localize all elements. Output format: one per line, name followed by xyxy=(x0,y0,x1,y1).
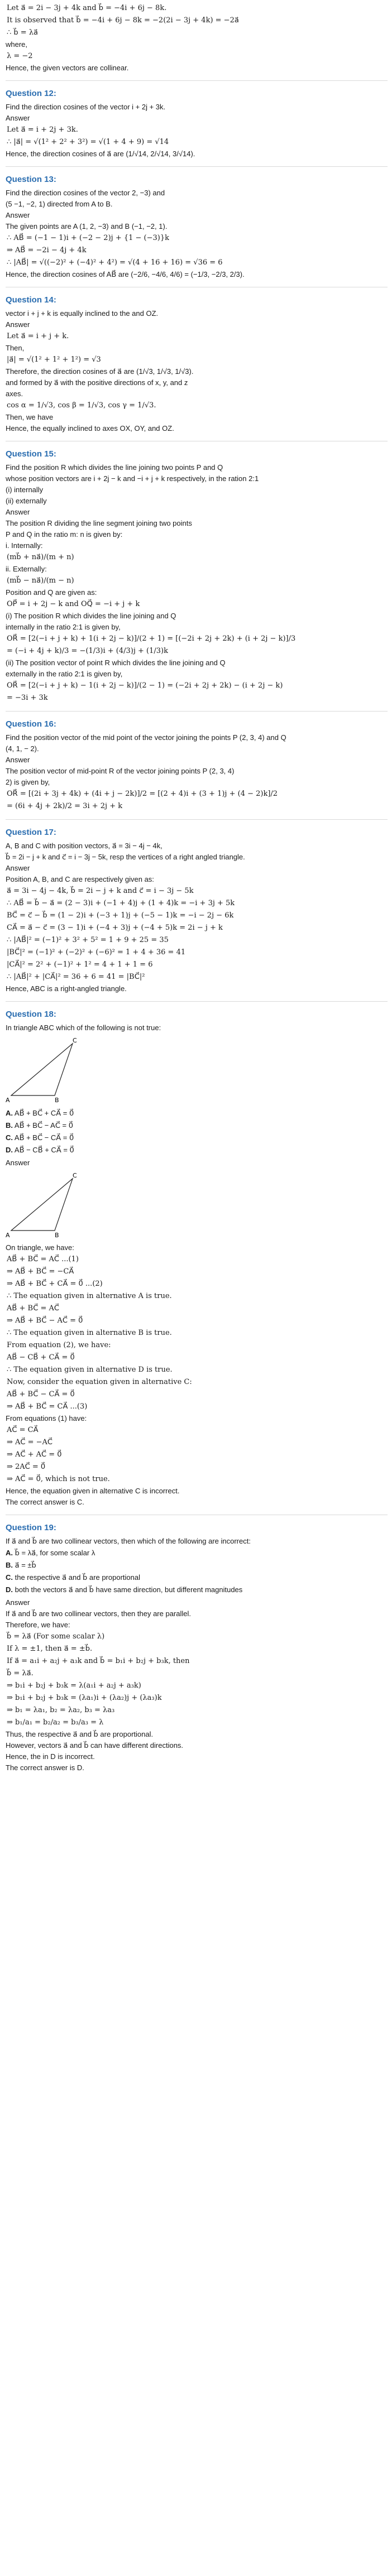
text-line: Then, we have xyxy=(6,413,54,421)
section-q19 xyxy=(6,1523,388,1774)
question-title: Question 17: xyxy=(6,828,56,837)
option-key: D. xyxy=(6,1585,13,1594)
text-line: ⇒ AB⃗ = −2i − 4j + 4k xyxy=(7,246,87,254)
option-key: C. xyxy=(6,1573,13,1582)
text-line: b⃗ = λa⃗ (For some scalar λ) xyxy=(7,1632,105,1641)
option-text: the respective a⃗ and b⃗ are proportional xyxy=(15,1573,140,1582)
text-line: |BC⃗|² = (−1)² + (−2)² + (−6)² = 1 + 4 + 36 = 41 xyxy=(7,948,186,957)
text-line: ⇒ AB⃗ + BC⃗ + CA⃗ = 0⃗ ...(2) xyxy=(7,1280,103,1288)
text-line: internally in the ratio 2:1 is given by, xyxy=(6,623,121,631)
text-line: and formed by a⃗ with the positive directions of x, y, and z xyxy=(6,378,188,387)
question-title: Question 16: xyxy=(6,719,56,729)
text-line: The given points are A (1, 2, −3) and B (−1, −2, 1). xyxy=(6,222,168,230)
option-text: both the vectors a⃗ and b⃗ have same direction, but different magnitudes xyxy=(15,1585,243,1594)
text-line: vector i + j + k is equally inclined to the and OZ. xyxy=(6,309,159,318)
answer-label: Answer xyxy=(6,1598,30,1607)
option-item xyxy=(6,1107,388,1119)
text-line: (ii) externally xyxy=(6,497,47,505)
text-line: Now, consider the equation given in alternative C: xyxy=(7,1378,192,1386)
text-line: Answer xyxy=(6,114,30,122)
text-line: It is observed that b⃗ = −4i + 6j − 8k = −2(2i − 3j + 4k) = −2a⃗ xyxy=(7,16,239,25)
text-line: cos α = 1/√3, cos β = 1/√3, cos γ = 1/√3. xyxy=(7,401,156,410)
text-line: = −3i + 3k xyxy=(7,694,48,702)
question-title: Question 14: xyxy=(6,295,56,305)
text-line: Find the position R which divides the line joining two points P and Q xyxy=(6,463,223,472)
text-line: P and Q in the ratio m: n is given by: xyxy=(6,530,123,539)
vertex-label-a: A xyxy=(6,1097,10,1104)
text-line: ⇒ AB⃗ + BC⃗ = CA⃗ ...(3) xyxy=(7,1402,88,1411)
question-title: Question 19: xyxy=(6,1523,56,1532)
option-text: AB⃗ − CB⃗ + CA⃗ = 0⃗ xyxy=(14,1146,74,1154)
option-key: A. xyxy=(6,1549,13,1557)
option-item xyxy=(6,1144,388,1156)
text-line: Hence, the given vectors are collinear. xyxy=(6,64,129,72)
section-q14 xyxy=(6,295,388,434)
text-line: Let a⃗ = 2i − 3j + 4k and b⃗ = −4i + 6j − 8k. xyxy=(7,4,167,12)
text-line: axes. xyxy=(6,390,23,398)
text-line: The correct answer is C. xyxy=(6,1498,84,1506)
text-line: Answer xyxy=(6,756,30,764)
text-line: = (−i + 4j + k)/3 = −(1/3)i + (4/3)j + (1/3)k xyxy=(7,647,168,655)
text-line: 2) is given by, xyxy=(6,778,50,786)
text-line: (4, 1, − 2). xyxy=(6,744,39,753)
text-line: Let a⃗ = i + j + k. xyxy=(7,332,69,340)
text-line: |CA⃗|² = 2² + (−1)² + 1² = 4 + 1 + 1 = 6 xyxy=(7,960,153,969)
answer-label: Answer xyxy=(6,1159,30,1167)
option-item xyxy=(6,1547,388,1559)
section-q11-end xyxy=(6,2,388,74)
section-divider xyxy=(6,80,388,81)
text-line: From equations (1) have: xyxy=(6,1414,87,1422)
text-line: BC⃗ = c⃗ − b⃗ = (1 − 2)i + (−3 + 1)j + (−5 − 1)k = −i − 2j − 6k xyxy=(7,911,234,920)
question-text: In triangle ABC which of the following is not true: xyxy=(6,1023,161,1032)
section-q15 xyxy=(6,449,388,704)
text-line: whose position vectors are i + 2j − k and −i + j + k respectively, in the ration 2:1 xyxy=(6,474,259,483)
text-line: ∴ AB⃗ = b⃗ − a⃗ = (2 − 3)i + (−1 + 4)j + (1 + 4)k = −i + 3j + 5k xyxy=(7,899,235,907)
option-key: B. xyxy=(6,1561,13,1569)
text-line: (mb⃗ − na⃗)/(m − n) xyxy=(7,576,74,585)
text-line: Let a⃗ = i + 2j + 3k. xyxy=(7,126,78,134)
option-text: a⃗ = ±b⃗ xyxy=(15,1561,36,1569)
text-line: ⇒ b₁i + b₂j + b₃k = λ(a₁i + a₂j + a₃k) xyxy=(7,1681,141,1690)
option-item xyxy=(6,1119,388,1132)
text-line: ∴ b⃗ = λa⃗ xyxy=(7,28,39,37)
text-line: ⇒ AC⃗ = 0⃗, which is not true. xyxy=(7,1475,110,1483)
section-q18 xyxy=(6,1010,388,1508)
section-q17 xyxy=(6,828,388,994)
section-divider xyxy=(6,711,388,712)
vertex-label-a: A xyxy=(6,1232,10,1239)
text-line: b⃗ = λa⃗. xyxy=(7,1669,34,1678)
text-line: ∴ AB⃗ = (−1 − 1)i + (−2 − 2)j + {1 − (−3)}k xyxy=(7,234,169,242)
text-line: CA⃗ = a⃗ − c⃗ = (3 − 1)i + (−4 + 3)j + (−4 + 5)k = 2i − j + k xyxy=(7,924,223,932)
text-line: OP⃗ = i + 2j − k and OQ⃗ = −i + j + k xyxy=(7,600,140,608)
text-line: AB⃗ + BC⃗ = AC⃗ ...(1) xyxy=(7,1255,79,1263)
text-line: However, vectors a⃗ and b⃗ can have different directions. xyxy=(6,1741,184,1750)
text-line: Therefore, we have: xyxy=(6,1621,70,1629)
triangle-abc-figure xyxy=(6,1172,78,1239)
vertex-label-c: C xyxy=(73,1037,77,1044)
question-title: Question 12: xyxy=(6,89,56,98)
option-text: AB⃗ + BC⃗ + CA⃗ = 0⃗ xyxy=(14,1109,74,1117)
text-line: ⇒ AB⃗ + BC⃗ − AC⃗ = 0⃗ xyxy=(7,1316,83,1325)
text-line: OR⃗ = [2(−i + j + k) − 1(i + 2j − k)]/(2 − 1) = (−2i + 2j + 2k) − (i + 2j − k) xyxy=(7,681,283,690)
text-line: A, B and C with position vectors, a⃗ = 3i − 4j − 4k, xyxy=(6,842,162,850)
text-line: From equation (2), we have: xyxy=(7,1341,111,1349)
question-title: Question 13: xyxy=(6,175,56,184)
triangle-abc-figure xyxy=(6,1037,78,1104)
vertex-label-b: B xyxy=(55,1232,59,1239)
text-line: Position A, B, and C are respectively given as: xyxy=(6,875,154,883)
text-line: Therefore, the direction cosines of a⃗ are (1/√3, 1/√3, 1/√3). xyxy=(6,367,194,376)
text-line: Find the direction cosines of the vector i + 2j + 3k. xyxy=(6,103,166,111)
text-line: ⇒ b₁i + b₂j + b₃k = (λa₁)i + (λa₂)j + (λa₃)k xyxy=(7,1694,162,1702)
text-line: On triangle, we have: xyxy=(6,1243,74,1252)
document-page xyxy=(0,2,392,2576)
text-line: Find the direction cosines of the vector 2, −3) and xyxy=(6,189,165,197)
option-text: AB⃗ + BC⃗ − AC⃗ = 0⃗ xyxy=(14,1121,73,1130)
vertex-label-b: B xyxy=(55,1097,59,1104)
option-text: b⃗ = λa⃗, for some scalar λ xyxy=(15,1549,95,1557)
text-line: ∴ The equation given in alternative D is true. xyxy=(7,1366,173,1374)
text-line: Answer xyxy=(6,508,30,516)
text-line: where, xyxy=(6,40,28,49)
section-q13 xyxy=(6,175,388,280)
section-divider xyxy=(6,819,388,820)
triangle-outline xyxy=(11,1179,73,1231)
text-line: ∴ |AB⃗| = √((−2)² + (−4)² + 4²) = √(4 + 16 + 16) = √36 = 6 xyxy=(7,258,223,267)
section-divider xyxy=(6,166,388,167)
vertex-label-c: C xyxy=(73,1172,77,1179)
text-line: externally in the ratio 2:1 is given by, xyxy=(6,670,123,678)
question-title: Question 15: xyxy=(6,449,56,459)
text-line: Hence, the equally inclined to axes OX, OY, and OZ. xyxy=(6,424,174,432)
text-line: If a⃗ and b⃗ are two collinear vectors, then they are parallel. xyxy=(6,1609,191,1618)
text-line: Position and Q are given as: xyxy=(6,588,97,597)
text-line: OR⃗ = [2(−i + j + k) + 1(i + 2j − k)]/(2 + 1) = [(−2i + 2j + 2k) + (i + 2j − k)]/3 xyxy=(7,635,296,643)
question-title: Question 18: xyxy=(6,1010,56,1019)
text-line: AB⃗ + BC⃗ = AC⃗ xyxy=(7,1304,59,1313)
text-line: i. Internally: xyxy=(6,541,43,550)
text-line: (ii) The position vector of point R which divides the line joining and Q xyxy=(6,659,226,667)
text-line: ∴ |AB⃗|² = (−1)² + 3² + 5² = 1 + 9 + 25 = 35 xyxy=(7,936,169,944)
text-line: Thus, the respective a⃗ and b⃗ are proportional. xyxy=(6,1730,154,1738)
option-text: AB⃗ + BC⃗ − CA⃗ = 0⃗ xyxy=(14,1133,74,1142)
text-line: Find the position vector of the mid point of the vector joining the points P (2, 3, 4) and Q xyxy=(6,733,286,742)
text-line: The position vector of mid-point R of the vector joining points P (2, 3, 4) xyxy=(6,767,235,775)
section-q16 xyxy=(6,719,388,813)
text-line: ∴ The equation given in alternative B is true. xyxy=(7,1329,172,1337)
text-line: Hence, the direction cosines of a⃗ are (1/√14, 2/√14, 3/√14). xyxy=(6,150,195,158)
text-line: a⃗ = 3i − 4j − 4k, b⃗ = 2i − j + k and c⃗ = i − 3j − 5k xyxy=(7,887,194,895)
section-divider xyxy=(6,1001,388,1002)
triangle-outline xyxy=(11,1044,73,1095)
text-line: Hence, the direction cosines of AB⃗ are (−2/6, −4/6, 4/6) = (−1/3, −2/3, 2/3). xyxy=(6,270,245,278)
text-line: (5 −1, −2, 1) directed from A to B. xyxy=(6,200,113,208)
option-key: C. xyxy=(6,1133,13,1142)
text-line: ⇒ 2AC⃗ = 0⃗ xyxy=(7,1463,46,1471)
text-line: Hence, ABC is a right-angled triangle. xyxy=(6,984,127,993)
option-item xyxy=(6,1571,388,1584)
text-line: ∴ The equation given in alternative A is true. xyxy=(7,1292,172,1300)
text-line: ⇒ b₁ = λa₁, b₂ = λa₂, b₃ = λa₃ xyxy=(7,1706,115,1714)
section-q12 xyxy=(6,89,388,160)
text-line: Then, xyxy=(6,344,25,352)
text-line: Hence, the equation given in alternative C is incorrect. xyxy=(6,1487,180,1495)
text-line: ⇒ b₁/a₁ = b₂/a₂ = b₃/a₃ = λ xyxy=(7,1718,104,1727)
text-line: (i) internally xyxy=(6,486,44,494)
text-line: The correct answer is D. xyxy=(6,1763,84,1772)
text-line: OR⃗ = [(2i + 3j + 4k) + (4i + j − 2k)]/2 = [(2 + 4)i + (3 + 1)j + (4 − 2)k]/2 xyxy=(7,790,278,798)
text-line: ∴ |AB⃗|² + |CA⃗|² = 36 + 6 = 41 = |BC⃗|² xyxy=(7,973,145,981)
text-line: λ = −2 xyxy=(7,52,33,60)
option-item xyxy=(6,1132,388,1144)
option-key: A. xyxy=(6,1109,13,1117)
text-line: Answer xyxy=(6,864,30,872)
question-text: If a⃗ and b⃗ are two collinear vectors, then which of the following are incorrect: xyxy=(6,1537,251,1545)
text-line: AB⃗ − CB⃗ + CA⃗ = 0⃗ xyxy=(7,1353,75,1362)
text-line: ii. Externally: xyxy=(6,565,47,573)
text-line: ⇒ AB⃗ + BC⃗ = −CA⃗ xyxy=(7,1267,74,1276)
text-line: |a⃗| = √(1² + 1² + 1²) = √3 xyxy=(7,355,101,364)
text-line: AC⃗ = CA⃗ xyxy=(7,1426,39,1434)
option-item xyxy=(6,1559,388,1571)
text-line: ∴ |a⃗| = √(1² + 2² + 3²) = √(1 + 4 + 9) = √14 xyxy=(7,138,169,146)
text-line: b⃗ = 2i − j + k and c⃗ = i − 3j − 5k, resp the vertices of a right angled triangle. xyxy=(6,853,245,861)
text-line: Hence, the in D is incorrect. xyxy=(6,1752,95,1761)
text-line: (i) The position R which divides the line joining and Q xyxy=(6,612,176,620)
text-line: = (6i + 4j + 2k)/2 = 3i + 2j + k xyxy=(7,802,123,810)
text-line: ⇒ AC⃗ = −AC⃗ xyxy=(7,1438,53,1446)
text-line: ⇒ AC⃗ + AC⃗ = 0⃗ xyxy=(7,1450,62,1459)
text-line: (mb⃗ + na⃗)/(m + n) xyxy=(7,553,74,561)
text-line: Answer xyxy=(6,211,30,219)
text-line: If λ = ±1, then a⃗ = ±b⃗. xyxy=(7,1645,93,1653)
option-item xyxy=(6,1584,388,1596)
text-line: The position R dividing the line segment joining two points xyxy=(6,519,192,527)
text-line: AB⃗ + BC⃗ − CA⃗ = 0⃗ xyxy=(7,1390,75,1398)
option-key: B. xyxy=(6,1121,13,1130)
text-line: Answer xyxy=(6,320,30,329)
text-line: If a⃗ = a₁i + a₂j + a₃k and b⃗ = b₁i + b₂j + b₃k, then xyxy=(7,1657,190,1665)
option-key: D. xyxy=(6,1146,13,1154)
